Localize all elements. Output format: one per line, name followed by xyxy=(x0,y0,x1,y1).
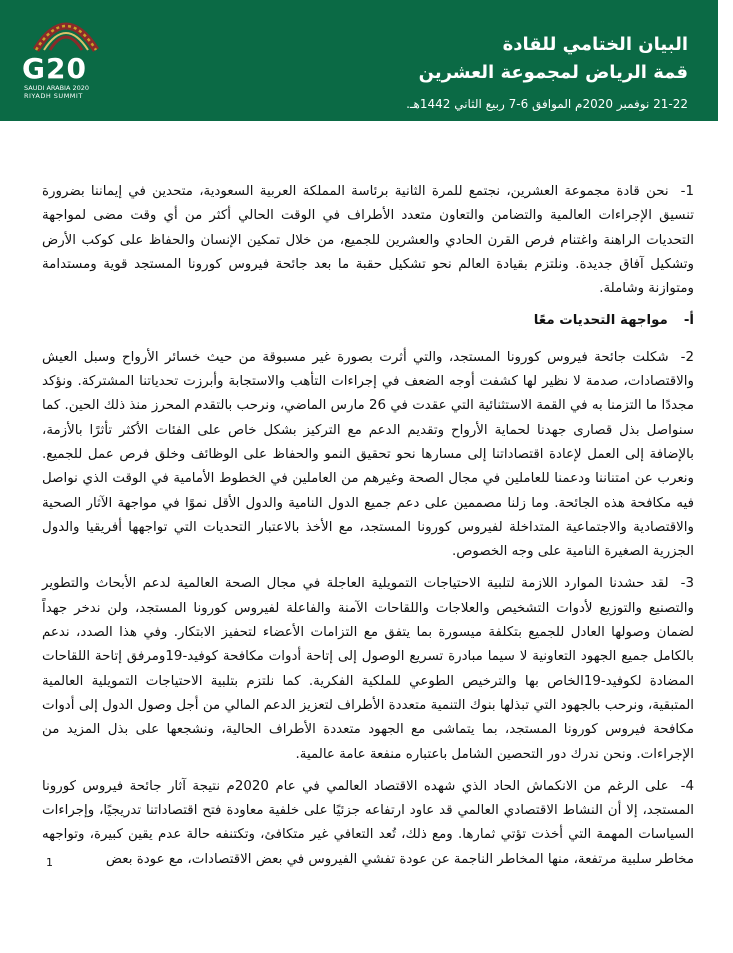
paragraph-2 xyxy=(42,346,694,565)
paragraph-4 xyxy=(42,775,694,872)
logo-arc-icon xyxy=(30,10,102,54)
paragraph-number: 4- xyxy=(680,778,694,794)
g20-logo xyxy=(22,8,112,98)
section-heading xyxy=(42,309,694,333)
logo-subtitle-summit: RIYADH SUMMIT xyxy=(24,92,83,100)
document-body xyxy=(42,180,694,880)
document-title: البيان الختامي للقادة xyxy=(502,34,688,55)
paragraph-text: على الرغم من الانكماش الحاد الذي شهده الاقتصاد العالمي في عام 2020م نتيجة آثار جائحة فيروس كورونا المستجد، إلا أن النشاط الاقتصادي العالمي قد عاود ارتفاعه جزئيًا على خلفية معاودة فتح اقتصاداتنا تدريجيًا، وإجراءات السياسات المهمة التي أخذت تؤتي ثمارها. ومع ذلك، تُعد التعافي غير متكافئ، وتكتنفه حالة عدم يقين كبيرة، وتواجهه مخاطر سلبية مرتفعة، منها المخاطر الناجمة عن عودة تفشي الفيروس في بعض الاقتصادات، مع عودة بعض xyxy=(42,778,694,867)
paragraph-3 xyxy=(42,572,694,766)
page-margin xyxy=(718,0,733,953)
paragraph-text: نحن قادة مجموعة العشرين، نجتمع للمرة الثانية برئاسة المملكة العربية السعودية، متحدين في إيماننا بضرورة تنسيق الإجراءات العالمية والتضامن والتعاون متعدد الأطراف في الوقت الحالي أكثر من أي وقت مضى لمواجهة التحديات الراهنة واغتنام فرص القرن الحادي والعشرين للجميع، من خلال تمكين الإنسان والحفاظ على كوكب الأرض وتشكيل آفاق جديدة. ونلتزم بقيادة العالم نحو تشكيل حقبة ما بعد جائحة فيروس كورونا المستجد قوية ومستدامة ومتوازنة وشاملة. xyxy=(42,184,694,297)
paragraph-text: شكلت جائحة فيروس كورونا المستجد، والتي أثرت بصورة غير مسبوقة من حيث خسائر الأرواح وسبل العيش والاقتصادات، صدمة لا نظير لها كشفت أوجه الضعف في إجراءات التأهب والاستجابة وأبرزت تحدياتنا المشتركة. ونؤكد مجددًا ما التزمنا به في القمة الاستثنائية التي عقدت في 26 مارس الماضي، ونرحب بالتقدم المحرز منذ ذلك الحين. كما سنواصل بذل قصارى جهدنا لحماية الأرواح وتقديم الدعم مع التركيز بشكل خاص على الفئات الأكثر تأثرًا بالأزمة، بالإضافة إلى العمل لإعادة اقتصاداتنا إلى مسارها نحو تحقيق النمو والحفاظ على الوظائف وخلق فرص عمل للجميع. ونعرب عن امتناننا ودعمنا للعاملين في مجال الصحة وغيرهم من العاملين في الخطوط الأمامية في الوقت الذي نواصل فيه مكافحة هذه الجائحة. وما زلنا مصممين على دعم جميع الدول النامية والدول الأقل نموًا في مواجهة الآثار الصحية والاقتصادية والاجتماعية المتداخلة لفيروس كورونا المستجد، مع الأخذ بالاعتبار التحديات التي تواجهها أفريقيا والدول الجزرية الصغيرة النامية على وجه الخصوص. xyxy=(42,349,694,560)
paragraph-text: لقد حشدنا الموارد اللازمة لتلبية الاحتياجات التمويلية العاجلة في مجال الصحة العالمية لدعم الأبحاث والتطوير والتصنيع والتوزيع لأدوات التشخيص والعلاجات واللقاحات الآمنة والفاعلة لفيروس كورونا المستجد، ولن ندخر جهداً لضمان وصولها العادل للجميع بتكلفة ميسورة بما يتفق مع التزامات الأعضاء لتحفيز الابتكار. وفي هذا الصدد، ندعم بالكامل جميع الجهود التعاونية لا سيما مبادرة تسريع الوصول إلى إتاحة أدوات مكافحة كوفيد-19ومرفق إتاحة اللقاحات المضادة لكوفيد-19الخاص بها والترخيص الطوعي للملكية الفكرية. كما نلتزم بتلبية الاحتياجات التمويلية العالمية المتبقية، ونرحب بالجهود التي تبذلها بنوك التنمية متعددة الأطراف لتعزيز الدعم المالي من أجل وصول الدول إلى أدوات مكافحة فيروس كورونا المستجد، بما يتماشى مع الجهود متعددة الأطراف الحالية، ونشجعها على بذل المزيد من الإجراءات. ونحن ندرك دور التحصين الشامل باعتباره منفعة عامة عالمية. xyxy=(42,576,694,762)
section-title: مواجهة التحديات معًا xyxy=(533,313,668,329)
document-header xyxy=(0,0,718,121)
logo-text: G20 xyxy=(22,52,87,85)
document-subtitle: قمة الرياض لمجموعة العشرين xyxy=(418,62,688,83)
logo-subtitle-country: SAUDI ARABIA 2020 xyxy=(24,84,90,92)
paragraph-1 xyxy=(42,180,694,301)
header-titles xyxy=(406,32,688,116)
page-number: 1 xyxy=(46,856,53,869)
paragraph-number: 1- xyxy=(680,184,694,199)
document-date: 21-22 نوفمبر 2020م الموافق 6-7 ربيع الثاني 1442هـ. xyxy=(406,97,688,111)
paragraph-number: 2- xyxy=(680,349,694,365)
section-number: أ- xyxy=(683,313,694,329)
paragraph-number: 3- xyxy=(680,576,694,592)
